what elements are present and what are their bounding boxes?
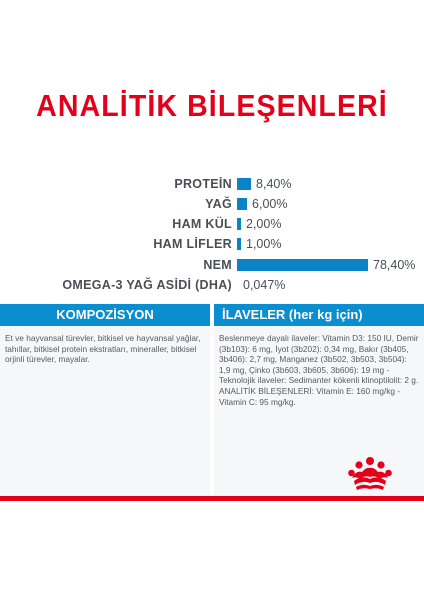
analysis-bar: [237, 178, 251, 190]
analysis-bar: [237, 218, 241, 230]
analysis-value: 6,00%: [252, 197, 288, 211]
analysis-row-ash: [0, 215, 424, 233]
analysis-label: HAM LİFLER: [153, 237, 232, 251]
analysis-label: NEM: [203, 258, 232, 272]
analysis-bar: [237, 198, 247, 210]
analysis-value: 2,00%: [246, 217, 282, 231]
footer-red-line: [0, 496, 424, 501]
analysis-label: HAM KÜL: [172, 217, 232, 231]
composition-text: Et ve hayvansal türevler, bitkisel ve hayvansal yağlar, tahıllar, bitkisel protein ekstratları, mineraller, bitkisel orjinli türevler, mayalar.: [0, 326, 210, 496]
analysis-value: 1,00%: [246, 237, 282, 251]
analysis-label: PROTEİN: [174, 177, 232, 191]
analysis-row-protein: [0, 175, 424, 193]
analysis-label: OMEGA-3 YAĞ ASİDİ (DHA): [62, 278, 232, 292]
analysis-label: YAĞ: [205, 197, 232, 211]
analysis-row-omega3: [0, 276, 424, 294]
analysis-bar: [237, 238, 241, 250]
composition-heading: KOMPOZİSYON: [0, 304, 210, 326]
analysis-row-moisture: [0, 256, 424, 274]
page-title: ANALİTİK BİLEŞENLERİ: [36, 88, 388, 123]
crown-icon: [348, 456, 392, 494]
analysis-row-fibre: [0, 235, 424, 253]
additives-heading: İLAVELER (her kg için): [214, 304, 424, 326]
analysis-row-fat: [0, 195, 424, 213]
analysis-value: 8,40%: [256, 177, 292, 191]
analysis-bar: [237, 259, 368, 271]
additives-text: Beslenmeye dayalı ilaveler: Vitamin D3: 150 IU, Demir (3b103): 6 mg, İyot (3b202): 0,34 mg, Bakır (3b405, 3b406): 2,7 mg, Manganez (3b502, 3b503, 3b504): 1,9 mg, Çinko (3b603, 3b605, 3b606): 19 mg - Teknolojik ilaveler: Sedimanter kökenli klinoptilolit: 2 g. ANALİTİK BİLEŞENLERİ: Vitamin E: 160 mg/kg - Vitamin C: 95 mg/kg.: [214, 326, 424, 496]
analysis-value: 0,047%: [243, 278, 286, 292]
analysis-value: 78,40%: [373, 258, 416, 272]
